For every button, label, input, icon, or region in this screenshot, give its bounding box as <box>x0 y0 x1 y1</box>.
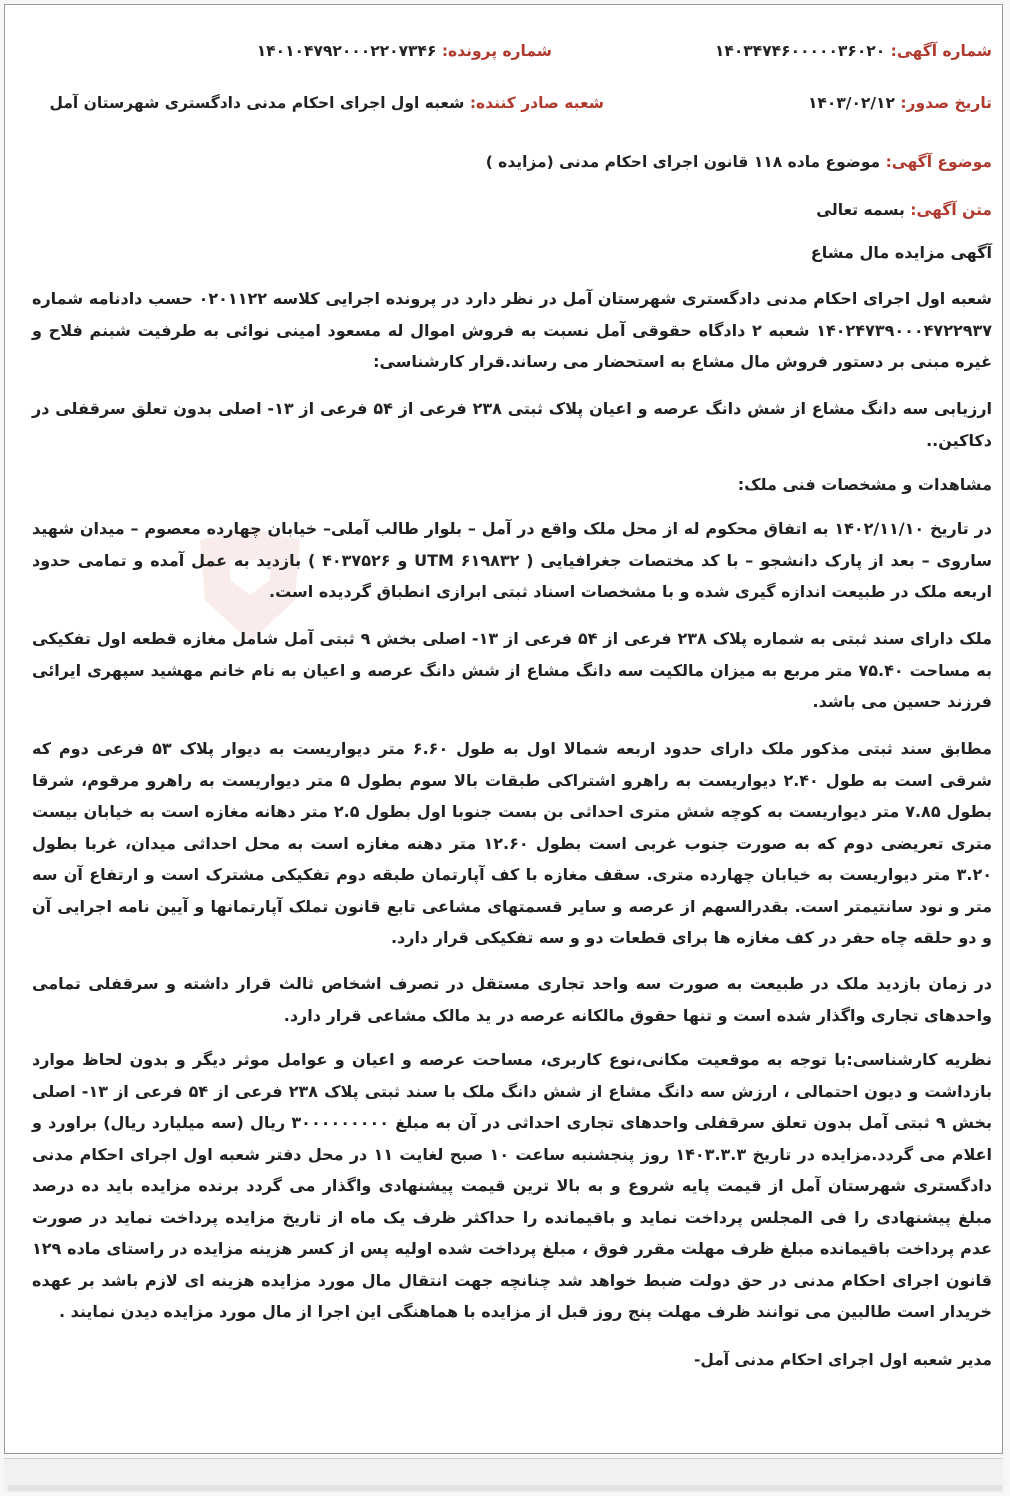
paragraph-heading <box>32 469 992 501</box>
issuer <box>49 94 604 112</box>
paragraph-text: در زمان بازدید ملک در طبیعت به صورت سه واحد تجاری مستقل در تصرف اشخاص ثالث قرار داشته و سرقفلی تمامی واحدهای تجاری واگذار شده است و تنها حقوق مالکانه عرصه در ید مالک مشاعی قرار دارد. <box>32 974 992 1025</box>
issuer-value: شعبه اول اجرای احکام مدنی دادگستری شهرستان آمل <box>49 94 465 112</box>
notice-text-label: متن آگهی: <box>910 201 992 219</box>
paragraph-inspection <box>32 513 992 608</box>
paragraph-visit <box>32 968 992 1031</box>
subject <box>486 153 992 171</box>
paragraph-expert-opinion <box>32 1044 992 1328</box>
paragraph-text: ارزیابی سه دانگ مشاع از شش دانگ عرصه و اعیان پلاک ثبتی ۲۳۸ فرعی از ۵۴ فرعی از ۱۳- اصلی بدون تعلق سرقفلی در دکاکین.. <box>32 399 993 450</box>
case-number-label: شماره پرونده: <box>441 42 552 60</box>
notice-number <box>715 42 992 60</box>
paragraph-text: مشاهدات و مشخصات فنی ملک: <box>737 475 992 494</box>
notice-text-intro: بسمه تعالی <box>816 201 905 219</box>
subject-label: موضوع آگهی: <box>885 153 992 171</box>
notice-title: آگهی مزایده مال مشاع <box>810 243 992 262</box>
paragraph-evaluation <box>32 393 992 456</box>
case-number-value: ۱۴۰۱۰۴۷۹۲۰۰۰۲۲۰۷۳۴۶ <box>256 42 437 60</box>
paragraph-text: شعبه اول اجرای احکام مدنی دادگستری شهرستان آمل در نظر دارد در پرونده اجرایی کلاسه ۰۲۰۱۱۲۲ حسب دادنامه شماره ۱۴۰۲۴۷۳۹۰۰۰۴۷۲۲۹۳۷ شعبه ۲ دادگاه حقوقی آمل نسبت به فروش اموال له مسعود امینی نوائی به طرفیت شبنم فلاح و غیره مبنی بر دستور فروش مال مشاع به استحضار می رساند.قرار کارشناسی: <box>32 289 993 371</box>
case-number <box>257 42 552 60</box>
bottom-accent <box>8 1485 1003 1491</box>
notice-number-label: شماره آگهی: <box>890 42 992 60</box>
paragraph-text: مطابق سند ثبتی مذکور ملک دارای حدود اربعه شمالا اول به طول ۶.۶۰ متر دیواریست به دیوار پلاک ۵۳ فرعی دوم که شرقی است به طول ۲.۴۰ دیواریست به راهرو اشتراکی طبقات بالا سوم بطول ۵ متر دیواریست به راهرو مرقوم، شرقا بطول ۷.۸۵ متر دیواریست به کوچه شش متری احداثی بن بست جنوبا اول بطول ۲.۵ متر دهانه مغازه است به خیابان بیست متری تعریضی دوم که به صورت جنوب غربی است بطول ۱۲.۶۰ متر دهنه مغازه است به محل احداثی میدان، غربا بطول ۳.۲۰ متر دیواریست به خیابان چهارده متری. سقف مغازه با کف آپارتمان طبقه دوم تفکیکی مشترک است و ارتفاع آن سه متر و نود سانتیمتر است. بقدرالسهم از عرصه و سایر قسمتهای مشاعی تابع قانون تملک آپارتمانها و آیین نامه اجرایی آن و دو حلقه چاه حفر در کف مغازه ها برای قطعات دو و سه تفکیکی قرار دارد. <box>32 739 993 947</box>
paragraph-text: در تاریخ ۱۴۰۲/۱۱/۱۰ به اتفاق محکوم له از محل ملک واقع در آمل – بلوار طالب آملی– خیابان چهارده معصوم – میدان شهید ساروی – بعد از پارک دانشجو – با کد مختصات جغرافیایی ( ۶۱۹۸۳۲ UTM و ۴۰۳۷۵۲۶ ) بازدید به عمل آمده و تمامی حدود اربعه ملک در طبیعت اندازه گیری شده و با مشخصات اسناد ثبتی ابرازی انطباق گردیده است. <box>32 519 993 601</box>
issue-date <box>808 94 992 112</box>
issue-date-label: تاریخ صدور: <box>900 94 992 112</box>
bottom-bar <box>4 1458 1003 1493</box>
paragraph-text: نظریه کارشناسی:با توجه به موقعیت مکانی،نوع کاربری، مساحت عرصه و اعیان و عوامل موثر دیگر و بدون لحاظ موارد بازداشت و دیون احتمالی ، ارزش سه دانگ مشاع از شش دانگ ملک با سند ثبتی پلاک ۲۳۸ فرعی از ۵۴ فرعی از ۱۳- اصلی بخش ۹ ثبتی آمل بدون تعلق سرقفلی واحدهای تجاری احداثی در آن به مبلغ ۳۰۰۰۰۰۰۰۰۰ ریال (سه میلیارد ریال) براورد و اعلام می گردد.مزایده در تاریخ ۱۴۰۳.۳.۳ روز پنجشنبه ساعت ۱۰ صبح لغایت ۱۱ در محل دفتر شعبه اول اجرای احکام مدنی دادگستری شهرستان آمل از قیمت پایه شروع و به بالا ترین قیمت پیشنهادی واگذار می گردد برنده مزایده باید ده درصد مبلغ پیشنهادی را فی المجلس پرداخت نماید و باقیمانده را حداکثر ظرف یک ماه از تاریخ مزایده پرداخت نماید در صورت عدم پرداخت باقیمانده مبلغ ظرف مهلت مقرر فوق ، مبلغ پرداخت شده اولیه پس از کسر هزینه مزایده در راستای ماده ۱۲۹ قانون اجرای احکام مدنی در حق دولت ضبط خواهد شد چنانچه جهت انتقال مال مورد مزایده هزینه ای لازم باشد بر عهده خریدار است طالبین می توانند ظرف مهلت پنج روز قبل از مزایده با هماهنگی این اجرا از مال مورد مزایده دیدن نمایند . <box>32 1050 993 1321</box>
paragraph-intro <box>32 283 992 378</box>
notice-text <box>816 201 992 219</box>
issuer-label: شعبه صادر کننده: <box>469 94 604 112</box>
subject-value: موضوع ماده ۱۱۸ قانون اجرای احکام مدنی (مزایده ) <box>485 153 881 171</box>
paragraph-boundaries <box>32 733 992 954</box>
paragraph-deed <box>32 623 992 718</box>
issue-date-value: ۱۴۰۳/۰۲/۱۲ <box>807 94 895 112</box>
notice-number-value: ۱۴۰۳۴۷۴۶۰۰۰۰۰۳۶۰۲۰ <box>714 42 886 60</box>
signature: مدیر شعبه اول اجرای احکام مدنی آمل- <box>693 1351 992 1369</box>
paragraph-text: ملک دارای سند ثبتی به شماره پلاک ۲۳۸ فرعی از ۵۴ فرعی از ۱۳- اصلی بخش ۹ ثبتی آمل شامل مغازه قطعه اول تفکیکی به مساحت ۷۵.۴۰ متر مربع به میزان مالکیت سه دانگ مشاع از شش دانگ عرصه و اعیان به نام خانم مهشید سپهری ایرائی فرزند حسین می باشد. <box>32 629 993 711</box>
